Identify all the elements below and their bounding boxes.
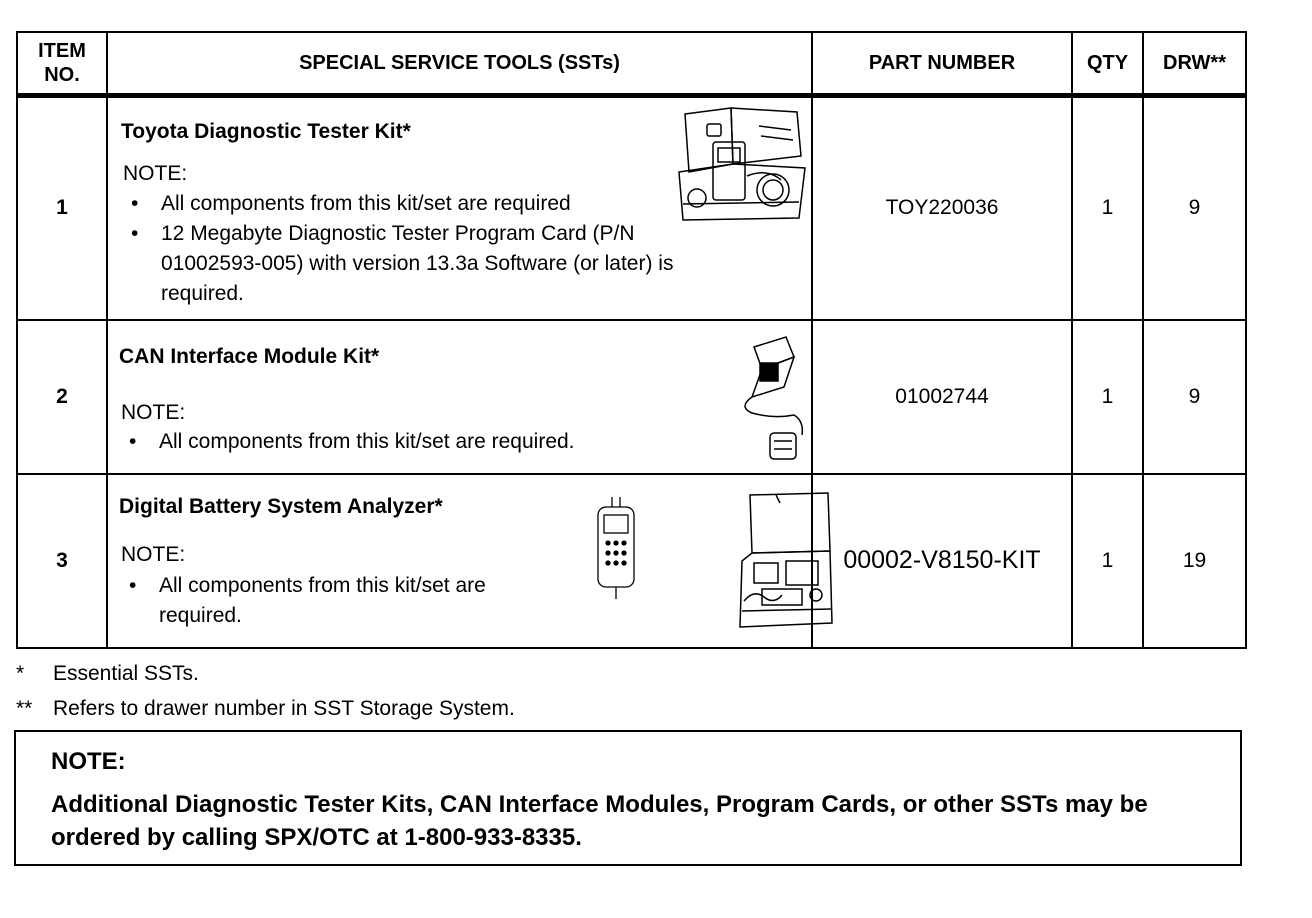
- table-header-row: [17, 32, 1246, 96]
- tool-name: Toyota Diagnostic Tester Kit*: [121, 120, 411, 143]
- note-box: [14, 730, 1242, 866]
- header-tools: SPECIAL SERVICE TOOLS (SSTs): [107, 32, 812, 96]
- tool-name: CAN Interface Module Kit*: [119, 344, 380, 368]
- drawer-number: 9: [1143, 320, 1246, 474]
- sst-table: [16, 31, 1247, 649]
- can-interface-module-illustration: [736, 333, 808, 465]
- note-bullet: • 12 Megabyte Diagnostic Tester Program Card (P/N 01002593-005) with version 13.3a Software (or later) is required.: [131, 222, 674, 305]
- tool-description: [107, 474, 812, 648]
- note-label: NOTE:: [121, 400, 186, 424]
- footnote: ** Refers to drawer number in SST Storage System.: [16, 697, 515, 720]
- header-drw: DRW**: [1143, 32, 1246, 96]
- diagnostic-tester-kit-illustration: [673, 106, 809, 226]
- tool-description: [107, 96, 812, 320]
- note-label: NOTE:: [121, 542, 186, 566]
- handheld-analyzer-illustration: [588, 493, 658, 603]
- header-part-number: PART NUMBER: [812, 32, 1072, 96]
- header-qty: QTY: [1072, 32, 1143, 96]
- note-box-title: NOTE:: [51, 748, 126, 775]
- part-number: 01002744: [812, 320, 1072, 474]
- part-number: 00002-V8150-KIT: [812, 474, 1072, 648]
- part-number: TOY220036: [812, 96, 1072, 320]
- battery-analyzer-case-illustration: [736, 491, 834, 631]
- table-row: [17, 96, 1246, 320]
- note-box-text: Additional Diagnostic Tester Kits, CAN Interface Modules, Program Cards, or other SSTs may be ordered by calling SPX/OTC at 1-800-933-8335.: [51, 791, 1148, 851]
- drawer-number: 19: [1143, 474, 1246, 648]
- item-number: 3: [17, 474, 107, 648]
- table-row: [17, 474, 1246, 648]
- tool-name: Digital Battery System Analyzer*: [119, 494, 443, 518]
- item-number: 1: [17, 96, 107, 320]
- qty: 1: [1072, 474, 1143, 648]
- note-label: NOTE:: [123, 162, 188, 185]
- drawer-number: 9: [1143, 96, 1246, 320]
- note-bullet: • All components from this kit/set are required: [131, 192, 571, 215]
- footnote: * Essential SSTs.: [16, 662, 199, 685]
- tool-description: [107, 320, 812, 474]
- note-bullet: • All components from this kit/set are required.: [129, 573, 486, 627]
- item-number: 2: [17, 320, 107, 474]
- note-bullet: • All components from this kit/set are required.: [129, 429, 575, 453]
- header-item-no: ITEM NO.: [17, 32, 107, 96]
- table-row: [17, 320, 1246, 474]
- qty: 1: [1072, 96, 1143, 320]
- qty: 1: [1072, 320, 1143, 474]
